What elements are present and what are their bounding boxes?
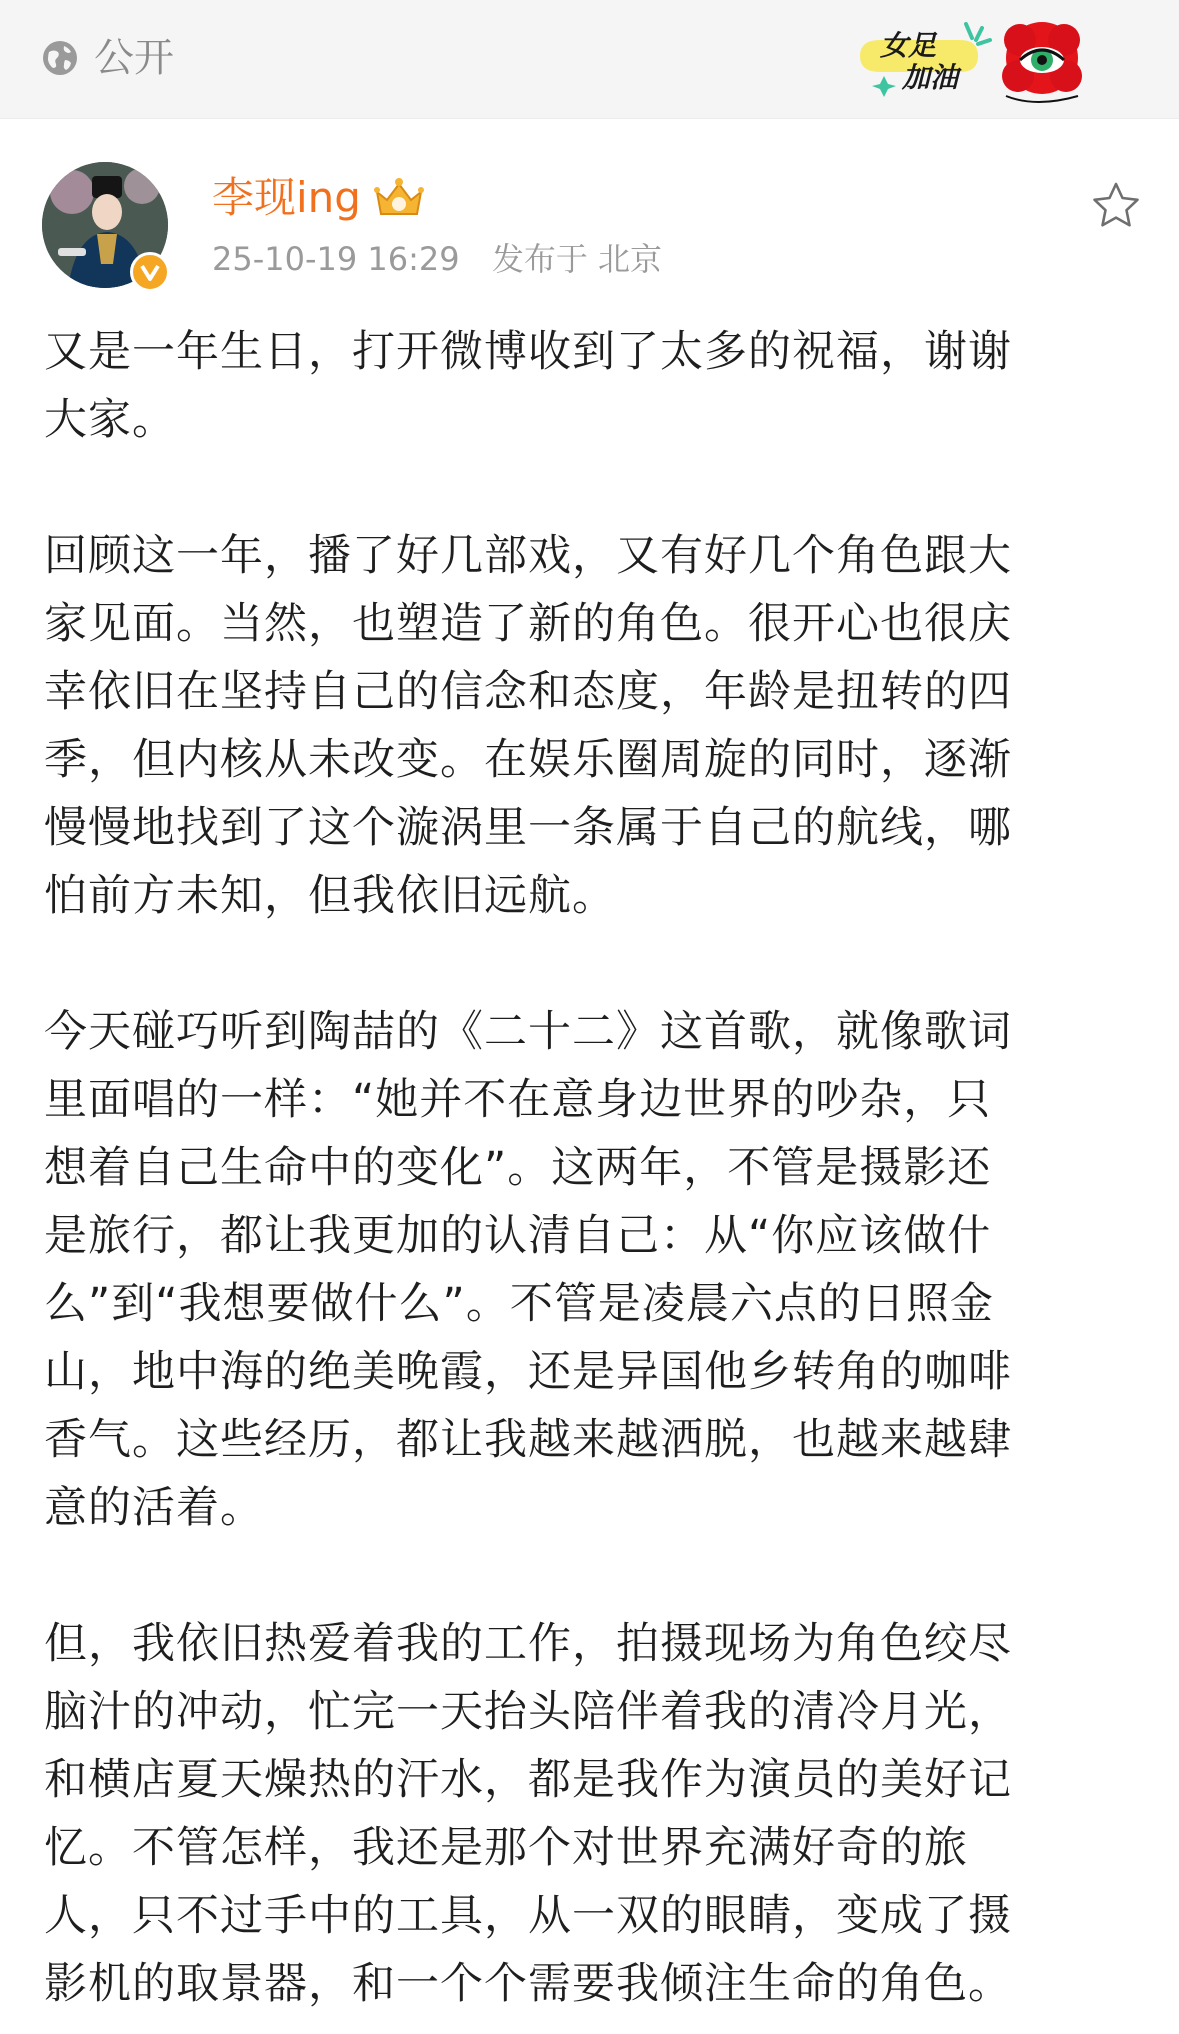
post-paragraph: 今天碰巧听到陶喆的《二十二》这首歌，就像歌词 里面唱的一样：“她并不在意身边世界的吵杂，只 想着自己生命中的变化”。这两年，不管是摄影还 是旅行，都让我更加的认清自己：从“你应该做什 么”到“我想要做什么”。不管是凌晨六点的日照金 山，地中海的绝美晚霞，还是异国他乡转角的咖啡 香气。这些经历，都让我越来越洒脱，也越来越肆 意的活着。 <box>44 1007 1012 1533</box>
event-badge[interactable] <box>850 18 1100 106</box>
globe-icon <box>40 38 80 78</box>
top-bar <box>0 0 1179 119</box>
post-timestamp: 25-10-19 16:29 <box>212 240 460 278</box>
post-location: 发布于 北京 <box>491 240 662 278</box>
star-icon[interactable] <box>1090 180 1142 232</box>
visibility-indicator[interactable] <box>40 35 174 81</box>
crown-icon <box>371 174 427 222</box>
badge-line2: 加油 <box>902 61 959 94</box>
author-name-text: 李现ing <box>212 173 361 222</box>
badge-line1: 女足 <box>880 29 937 62</box>
post-paragraph: 但，我依旧热爱着我的工作，拍摄现场为角色绞尽 脑汁的冲动，忙完一天抬头陪伴着我的清冷月光， 和横店夏天燥热的汗水，都是我作为演员的美好记 忆。不管怎样，我还是那个对世界充满好奇的旅 人，只不过手中的工具，从一双的眼睛，变成了摄 影机的取景器，和一个个需要我倾注生命的角色。 <box>44 1619 1012 2009</box>
post-paragraph: 又是一年生日，打开微博收到了太多的祝福，谢谢 大家。 <box>44 327 1012 445</box>
verified-v-icon <box>130 252 170 292</box>
post-meta <box>212 238 662 280</box>
visibility-label: 公开 <box>94 35 174 81</box>
author-name[interactable] <box>212 172 427 224</box>
post-paragraph: 回顾这一年，播了好几部戏，又有好几个角色跟大 家见面。当然，也塑造了新的角色。很开心也很庆 幸依旧在坚持自己的信念和态度，年龄是扭转的四 季，但内核从未改变。在娱乐圈周旋的同时，逐渐 慢慢地找到了这个漩涡里一条属于自己的航线，哪 怕前方未知，但我依旧远航。 <box>44 531 1012 921</box>
badge-text <box>862 30 972 94</box>
post-body <box>44 318 1134 2018</box>
rose-eye-icon <box>996 18 1088 106</box>
